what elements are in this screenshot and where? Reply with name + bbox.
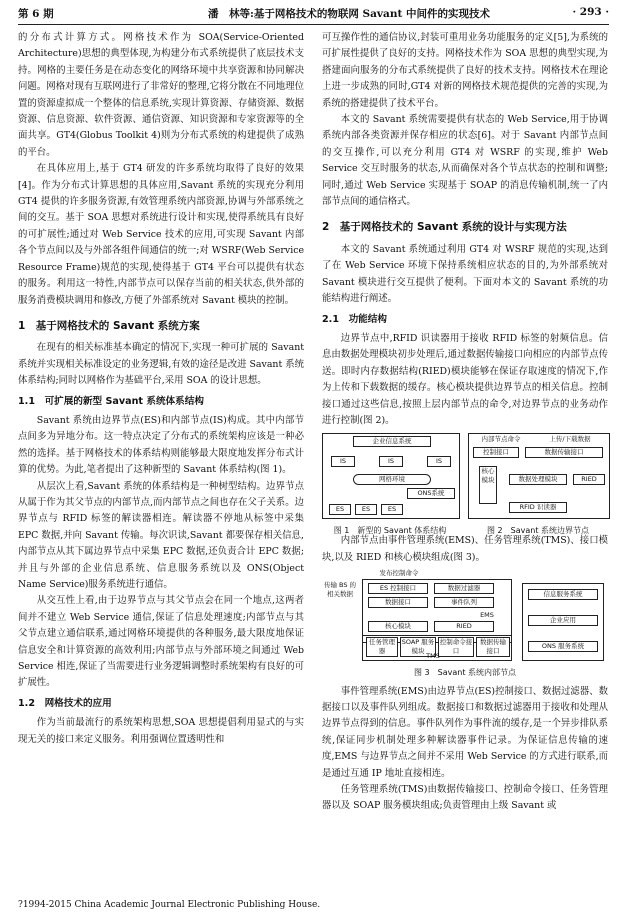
ons-service-system: ONS 服务系统 [528, 641, 598, 652]
tms-label: TMS [426, 652, 440, 661]
figure-3-caption: 图 3 Savant 系统内部节点 [414, 668, 516, 678]
ems-label: EMS [472, 611, 502, 620]
paragraph: 内部节点由事件管理系统(EMS)、任务管理系统(TMS)、接口模块,以及 RIED 和核心模块组成(图 3)。 [322, 535, 608, 563]
data-filter: 数据过滤器 [434, 583, 494, 594]
es-control-interface: ES 控制接口 [368, 583, 428, 594]
figure-2 [468, 433, 610, 519]
paragraph: 事件管理系统(EMS)由边界节点(ES)控制接口、数据过滤器、数据接口以及事件队列组成。数据接口和数据过滤器用于接收和处理从边界节点得到的信息。事件队列作为事件流的缓存,是一个异步排队系统,保证同步机制处理多种解读器事件记录。为保证信息传输的速度,EMS 与边界节点之间并不采用 Web Service 的方式进行联系,而是通过互通 IP 地址直接相连。 [322, 685, 608, 779]
figure-2-caption: 图 2 Savant 系统边界节点 [487, 526, 589, 536]
data-transfer-interface: 数据传输接口 [525, 447, 603, 458]
cmd-label: 内部节点命令 [471, 435, 531, 444]
control-command-interface: 控制命令接口 [439, 638, 473, 656]
control-interface: 控制接口 [473, 447, 519, 458]
enterprise-box: 企业信息系统 [353, 436, 431, 447]
footer-copyright: ?1994-2015 China Academic Journal Electronic Publishing House. [18, 900, 321, 910]
ried-box: RIED [573, 474, 605, 485]
grid-cloud: 网格环境 [353, 474, 431, 485]
is-node: IS [427, 456, 451, 467]
data-processing-module: 数据处理模块 [509, 474, 567, 485]
paragraph: 本文的 Savant 系统通过利用 GT4 对 WSRF 规范的实现,达到了在 Web Service 环境下保持系统相应状态的目的,为外部系统对 Savant 模块进行交互提供了便利。下面对本文的 Savant 系统的功能结构进行阐述。 [322, 243, 608, 305]
right-column [322, 30, 608, 815]
paragraph: 从交互性上看,由于边界节点与其父节点会在同一个地点,这两者间并不建立 Web Service 通信,保证了信息处理速度;内部节点与其父节点建立通信联系,通过网格环境提供的各种服务,最大限度地保证信息安全和计算资源的高效利用;内部节点与外部环境之间通过 Web Service 相连,保证了当需要进行业务逻辑调整时系统架构有良好的可扩展性。 [18, 595, 304, 689]
fig3-bs-label: 传输 BS 的相关数据 [323, 581, 357, 599]
is-node: IS [331, 456, 355, 467]
paragraph: 在现有的相关标准基本确定的情况下,实现一种可扩展的 Savant 系统并实现相关标准设定的业务逻辑,有效的途径是改进 Savant 系统体系结构;同时以网格作为基础平台,采用 SOA 的设计思想。 [18, 342, 304, 387]
subsection-heading: 1.2 网格技术的应用 [18, 697, 112, 709]
header-rule [18, 24, 609, 25]
data-transfer-interface: 数据传输接口 [476, 637, 510, 657]
paragraph: 的分布式计算方式。网格技术作为 SOA(Service-Oriented Architecture)思想的典型体现,为构建分布式系统提供了底层技术支持。网格的主要任务是在动态变化的网络环境中共享资源和协同解决问题。网格对现有互联网进行了非常好的整理,它将分散在不同地理位置的资源虚拟成一个整体的信息系统,实现计算资源、存储资源、数据资源、信息资源、软件资源、通信资源、知识资源和专家资源等的全面共享。GT4(Globus Toolkit 4)则为分布式系统的构建提供了成熟的平台。 [18, 32, 304, 158]
paragraph: 任务管理系统(TMS)由数据传输接口、控制命令接口、任务管理器以及 SOAP 服务模块组成;负责管理由上级 Savant 或 [322, 784, 608, 812]
data-interface: 数据接口 [368, 597, 428, 608]
rfid-reader: RFID 识读器 [509, 502, 567, 513]
section-heading: 2 基于网格技术的 Savant 系统的设计与实现方法 [322, 221, 567, 234]
updown-label: 上传/下载数据 [535, 435, 605, 444]
ons-box: ONS系统 [407, 488, 455, 499]
soap-module: SOAP 服务模块 [401, 638, 435, 656]
core-module: 核心模块 [368, 621, 428, 632]
paragraph: Savant 系统由边界节点(ES)和内部节点(IS)构成。其中内部节点间多为异地分布。这一特点决定了分布式的系统架构应该是一种必然的选择。基于网格技术的体系结构则能够最大限度地发挥分布式计算的优势。为此,笔者提出了这种新型的 Savant 体系结构(图 1)。 [18, 414, 304, 476]
page-number: · 293 · [572, 6, 609, 18]
paragraph: 在具体应用上,基于 GT4 研发的许多系统均取得了良好的效果[4]。作为分布式计算思想的具体应用,Savant 系统的实现充分利用 GT4 提供的许多服务资源,有效管理系统内部资源,协调与外部系统之间的交互。基于 SOA 思想对系统进行设计和实现,使得系统具有良好的可扩展性;通过对 Web Service 技术的应用,可实现 Savant 内部各个节点间以及与外部各组件间通信的统一;对 WSRF(Web Service Resource Frame)规范的实现,使得基于 GT4 平台可以提供有状态的服务。利用这一特性,内部节点可以保存当前的相关状态,供外部的服务消费模块调用和修改,方便了外部系统对 Savant 模块的控制。 [18, 163, 304, 306]
left-column [18, 30, 304, 748]
figure-1 [322, 433, 460, 519]
es-node: ES [355, 504, 377, 515]
fig3-cmd-label: 发布控制命令 [364, 569, 434, 578]
running-header [18, 6, 609, 22]
paragraph: 可互操作性的通信协议,封装可重用业务功能服务的定义[5],为系统的可扩展性提供了良好的支持。网格技术作为 SOA 思想的典型实现,为搭建面向服务的分布式系统提供了良好的技术支持。网格技术在理论上进一步成熟的同时,GT4 对新的网格技术规范提供的完善的实现,为系统的搭建提供了技术平台。 [322, 32, 608, 109]
ried-box: RIED [434, 621, 494, 632]
paragraph: 本文的 Savant 系统需要提供有状态的 Web Service,用于协调系统内部各类资源并保存相应的状态[6]。对于 Savant 内部节点间的交互操作,可以充分利用 GT4 对 WSRF 的实现,维护 Web Service 交互时服务的状态,从而确保对各个节点状态的控制和调整;同时,通过 Web Service 实现基于 SOAP 的消息传输机制,统一了内部节点间的通信格式。 [322, 114, 608, 208]
event-queue: 事件队列 [434, 597, 494, 608]
figure-1-caption: 图 1 新型的 Savant 体系结构 [333, 526, 447, 536]
figure-3 [322, 569, 608, 663]
subsection-heading: 1.1 可扩展的新型 Savant 系统体系结构 [18, 395, 204, 407]
enterprise-application: 企业应用 [528, 615, 598, 626]
es-node: ES [329, 504, 351, 515]
figure-row-1-2 [322, 433, 608, 521]
section-heading: 1 基于网格技术的 Savant 系统方案 [18, 319, 200, 332]
subsection-heading: 2.1 功能结构 [322, 313, 387, 325]
issue-number: 第 6 期 [18, 8, 54, 20]
info-service-system: 信息服务系统 [528, 589, 598, 600]
task-manager: 任务管理器 [366, 637, 398, 657]
es-node: ES [381, 504, 403, 515]
paragraph: 从层次上看,Savant 系统的体系结构是一种树型结构。边界节点从属于作为其父节点的内部节点,而内部节点之间也存在父子关系。边界节点与 RFID 标签的解读器相连。解读器不停地从标签中采集 EPC 数据,并向 Savant 传输。每次识读,Savant 都要保存相关信息,内部节点从其下属边界节点中采集 EPC 数据,还负责合计 EPC 数据;并且与外部的企业信息系统、信息服务系统以及 ONS(Object Name Service)服务系统进行通信。 [18, 480, 304, 590]
core-module: 核心模块 [479, 466, 497, 504]
running-title: 潘 林等:基于网格技术的物联网 Savant 中间件的实现技术 [208, 8, 490, 20]
paragraph: 边界节点中,RFID 识读器用于接收 RFID 标签的射频信息。信息由数据处理模块初步处理后,通过数据传输接口向相应的内部节点传送。即时内存数据结构(RIED)模块能够在保证存取速度的情况下,作为上传和下载数据的缓存。核心模块提供边界节点的相关信息。控制接口通过这些信息,按照上层内部节点的命令,对边界节点的业务动作进行控制(图 2)。 [322, 332, 608, 426]
is-node: IS [379, 456, 403, 467]
paragraph: 作为当前最流行的系统架构思想,SOA 思想提倡利用显式的与实现无关的接口来定义服务。利用强调位置透明性和 [18, 717, 304, 745]
